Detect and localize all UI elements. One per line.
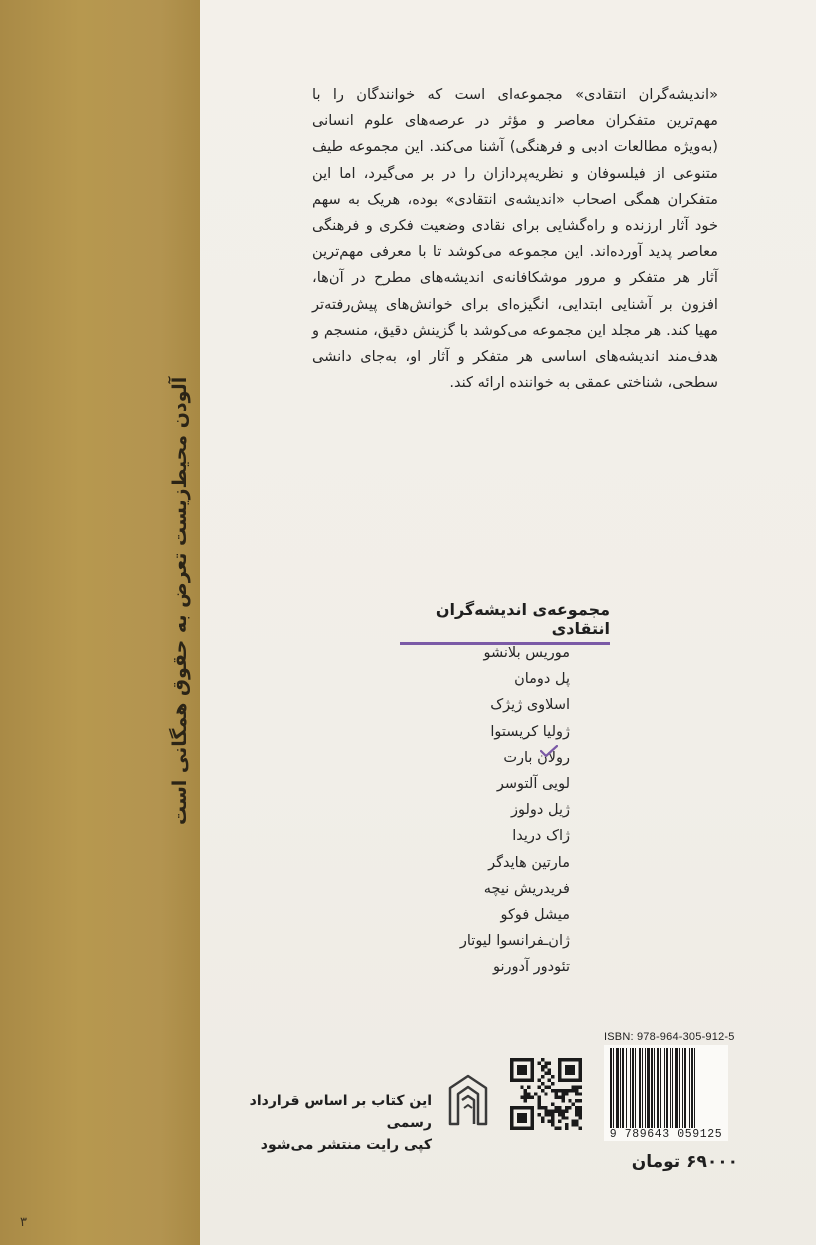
qr-module	[561, 1096, 564, 1099]
barcode-bar	[689, 1048, 690, 1128]
qr-module	[565, 1092, 568, 1095]
qr-module	[544, 1113, 547, 1116]
barcode-bar	[654, 1048, 655, 1128]
barcode-bar	[620, 1048, 621, 1128]
qr-module	[527, 1085, 530, 1088]
copyright-notice	[232, 1090, 432, 1156]
qr-module	[548, 1068, 551, 1071]
barcode-bar	[684, 1048, 686, 1128]
qr-module	[520, 1096, 523, 1099]
qr-module	[551, 1120, 554, 1123]
barcode-bar	[651, 1048, 653, 1128]
qr-module	[575, 1109, 578, 1112]
qr-module	[579, 1116, 582, 1119]
qr-module	[548, 1109, 551, 1112]
qr-module	[558, 1120, 561, 1123]
qr-module	[524, 1092, 527, 1095]
qr-module	[551, 1082, 554, 1085]
barcode-bar	[639, 1048, 641, 1128]
barcode	[604, 1045, 728, 1130]
qr-module	[541, 1065, 544, 1068]
qr-module	[551, 1103, 554, 1106]
qr-module	[541, 1089, 544, 1092]
qr-module	[541, 1116, 544, 1119]
barcode-bar	[694, 1048, 695, 1128]
qr-module	[568, 1089, 571, 1092]
barcode-bar	[666, 1048, 668, 1128]
qr-module	[561, 1113, 564, 1116]
qr-module	[517, 1113, 527, 1123]
barcode-bar	[675, 1048, 678, 1128]
qr-module	[537, 1079, 540, 1082]
qr-module	[537, 1096, 540, 1099]
barcode-bar	[647, 1048, 650, 1128]
qr-module	[579, 1127, 582, 1130]
barcode-bar	[691, 1048, 693, 1128]
page-number: ۳	[20, 1215, 27, 1230]
qr-module	[579, 1092, 582, 1095]
qr-module	[551, 1123, 554, 1126]
qr-module	[558, 1096, 561, 1099]
qr-module	[579, 1109, 582, 1112]
qr-module	[537, 1113, 540, 1116]
qr-module	[575, 1089, 578, 1092]
qr-module	[524, 1089, 527, 1092]
qr-module	[558, 1113, 561, 1116]
isbn-label: ISBN: 978-964-305-912-5	[604, 1031, 735, 1043]
qr-module	[561, 1092, 564, 1095]
qr-module	[548, 1085, 551, 1088]
qr-module	[579, 1106, 582, 1109]
qr-module	[544, 1092, 547, 1095]
barcode-bar	[610, 1048, 612, 1128]
qr-module	[555, 1089, 558, 1092]
qr-module	[565, 1123, 568, 1126]
barcode-bar	[642, 1048, 643, 1128]
qr-module	[561, 1109, 564, 1112]
barcode-bar	[664, 1048, 665, 1128]
qr-module	[537, 1106, 540, 1109]
qr-module	[548, 1113, 551, 1116]
qr-module	[551, 1116, 554, 1119]
qr-module	[575, 1099, 578, 1102]
qr-module	[565, 1106, 568, 1109]
qr-module	[572, 1103, 575, 1106]
qr-module	[561, 1116, 564, 1119]
qr-module	[575, 1106, 578, 1109]
spine-slogan: آلودن محیط‌زیست تعرض به حقوق همگانی است	[169, 376, 191, 825]
barcode-bar	[616, 1048, 619, 1128]
qr-module	[544, 1072, 547, 1075]
qr-module	[520, 1085, 523, 1088]
qr-module	[541, 1082, 544, 1085]
qr-module	[548, 1061, 551, 1064]
qr-module	[551, 1089, 554, 1092]
list-item-checked: رولان بارت	[503, 749, 570, 766]
qr-module	[551, 1075, 554, 1078]
qr-module	[558, 1106, 561, 1109]
list-item: ژیل دولوز	[511, 802, 570, 819]
barcode-bar	[626, 1048, 627, 1128]
qr-module	[575, 1092, 578, 1095]
qr-module	[541, 1058, 544, 1061]
qr-module	[568, 1106, 571, 1109]
qr-code	[510, 1058, 582, 1130]
checkmark-icon	[540, 745, 558, 757]
qr-module	[572, 1123, 575, 1126]
list-item: ژان‌ـفرانسوا لیوتار	[459, 933, 570, 950]
qr-module	[575, 1085, 578, 1088]
qr-module	[548, 1079, 551, 1082]
qr-module	[575, 1123, 578, 1126]
qr-module	[544, 1109, 547, 1112]
qr-module	[551, 1113, 554, 1116]
series-list	[380, 640, 570, 981]
qr-module	[541, 1068, 544, 1071]
list-item: فریدریش نیچه	[483, 880, 570, 897]
qr-module	[537, 1099, 540, 1102]
qr-module	[544, 1085, 547, 1088]
qr-module	[561, 1089, 564, 1092]
qr-module	[548, 1120, 551, 1123]
barcode-bar	[630, 1048, 631, 1128]
barcode-bar	[672, 1048, 673, 1128]
list-item: اسلاوی ژیژک	[490, 697, 570, 714]
barcode-bar	[670, 1048, 671, 1128]
barcode-bar	[657, 1048, 659, 1128]
series-title: مجموعه‌ی اندیشه‌گران انتقادی	[400, 600, 610, 645]
qr-module	[537, 1103, 540, 1106]
qr-module	[565, 1127, 568, 1130]
qr-module	[579, 1113, 582, 1116]
list-item: میشل فوکو	[500, 907, 570, 924]
qr-module	[541, 1120, 544, 1123]
qr-module	[531, 1096, 534, 1099]
qr-module	[565, 1116, 568, 1119]
price: ۶۹۰۰۰ تومان	[631, 1152, 738, 1172]
barcode-bar	[645, 1048, 646, 1128]
list-item: تئودور آدورنو	[493, 959, 570, 976]
qr-module	[575, 1120, 578, 1123]
list-item: پل دومان	[514, 671, 570, 688]
book-spine	[0, 0, 200, 1245]
qr-module	[555, 1106, 558, 1109]
list-item: موریس بلانشو	[483, 645, 570, 661]
qr-module	[558, 1109, 561, 1112]
qr-module	[527, 1092, 530, 1095]
list-item: ژاک دریدا	[512, 828, 570, 845]
qr-module	[524, 1096, 527, 1099]
barcode-bar	[679, 1048, 680, 1128]
qr-module	[572, 1089, 575, 1092]
copyright-line-2: کپی رایت منتشر می‌شود	[260, 1137, 432, 1153]
qr-module	[561, 1099, 564, 1102]
qr-module	[541, 1106, 544, 1109]
barcode-bar	[632, 1048, 634, 1128]
qr-module	[565, 1089, 568, 1092]
qr-module	[544, 1065, 547, 1068]
list-item: لویی آلتوسر	[496, 776, 570, 793]
qr-module	[527, 1096, 530, 1099]
qr-module	[517, 1065, 527, 1075]
qr-module	[565, 1109, 568, 1112]
qr-module	[537, 1085, 540, 1088]
intro-paragraph: «اندیشه‌گران انتقادی» مجموعه‌ای است که خوانندگان را با مهم‌ترین متفکران معاصر و مؤثر در عرصه‌های علوم انسانی (به‌ویژه مطالعات ادبی و فرهنگی) آشنا می‌کند. این مجموعه طیف متنوعی از فیلسوفان و نظریه‌پردازان را در بر می‌گیرد، اما این متفکران همگی اصحاب «اندیشه‌ی انتقادی» بوده، هریک به سهم خود آثار ارزنده و راه‌گشایی برای نقادی وضعیت فکری و فرهنگی معاصر پدید آورده‌اند. این مجموعه می‌کوشد تا با معرفی مهم‌ترین آثار هر متفکر و مرور موشکافانه‌ی اندیشه‌های مطرح در آن‌ها، افزون بر آشنایی ابتدایی، انگیزه‌ای برای خوانش‌های پیش‌رفته‌تر مهیا کند. هر مجلد این مجموعه می‌کوشد با گزینش دقیق، منسجم و هدف‌مند اندیشه‌های اساسی هر متفکر و آثار او، به‌جای دانشی سطحی، شناختی عمقی به خواننده ارائه کند.	[312, 86, 718, 392]
qr-module	[555, 1096, 558, 1099]
qr-module	[555, 1109, 558, 1112]
list-item: مارتین هایدگر	[488, 854, 570, 871]
qr-module	[551, 1109, 554, 1112]
barcode-digits: 9 789643 059125	[604, 1128, 728, 1141]
qr-module	[555, 1127, 558, 1130]
qr-module	[572, 1120, 575, 1123]
barcode-bar	[622, 1048, 624, 1128]
qr-module	[575, 1113, 578, 1116]
qr-module	[541, 1075, 544, 1078]
qr-module	[548, 1072, 551, 1075]
qr-module	[555, 1092, 558, 1095]
barcode-bar	[682, 1048, 683, 1128]
qr-module	[544, 1061, 547, 1064]
barcode-bar	[613, 1048, 614, 1128]
qr-module	[558, 1089, 561, 1092]
qr-module	[565, 1065, 575, 1075]
qr-module	[579, 1099, 582, 1102]
list-item: ژولیا کریستوا	[490, 723, 570, 740]
qr-module	[568, 1099, 571, 1102]
qr-module	[524, 1099, 527, 1102]
qr-module	[537, 1061, 540, 1064]
qr-module	[544, 1106, 547, 1109]
qr-module	[558, 1127, 561, 1130]
barcode-bar	[660, 1048, 661, 1128]
qr-module	[579, 1085, 582, 1088]
copyright-line-1: این کتاب بر اساس قرارداد رسمی	[249, 1093, 432, 1131]
qr-module	[572, 1085, 575, 1088]
publisher-logo-icon	[446, 1070, 490, 1128]
barcode-bar	[635, 1048, 636, 1128]
qr-module	[534, 1092, 537, 1095]
